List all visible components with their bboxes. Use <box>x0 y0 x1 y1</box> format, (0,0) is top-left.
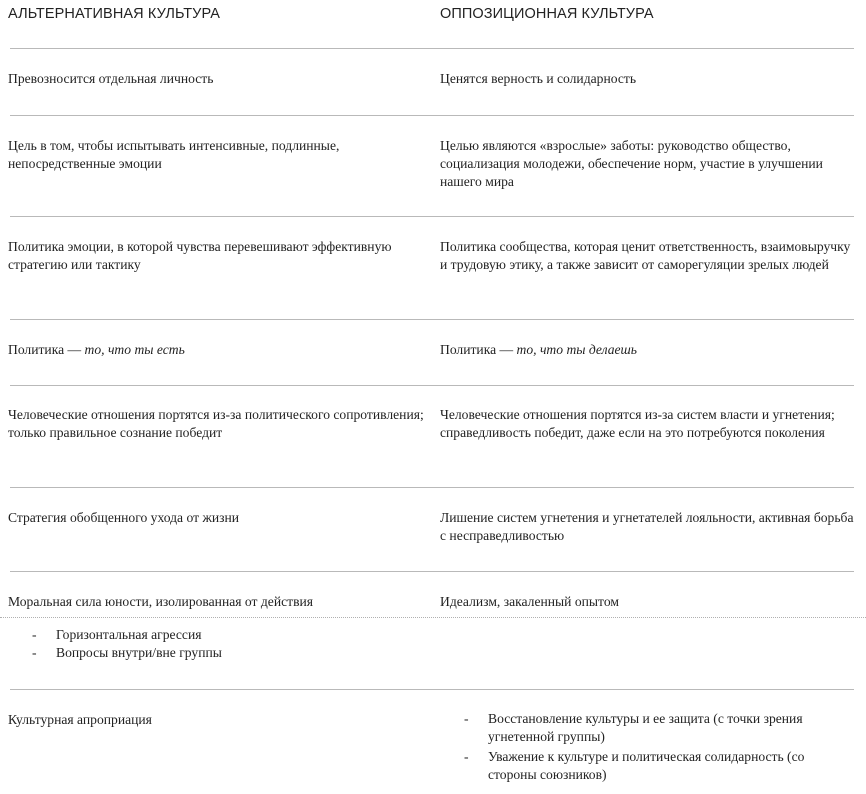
row-6-right: Лишение систем угнетения и угнетателей лояльности, активная борьба с несправедливостью <box>440 510 854 543</box>
dotted-divider <box>0 617 866 618</box>
divider <box>10 385 854 386</box>
row-4-left-prefix: Политика — <box>8 342 85 357</box>
divider <box>10 216 854 217</box>
divider <box>10 689 854 690</box>
row-4-right-prefix: Политика — <box>440 342 517 357</box>
row-1-right: Ценятся верность и солидарность <box>440 71 637 86</box>
header-right: ОППОЗИЦИОННАЯ КУЛЬТУРА <box>440 6 654 22</box>
row-5-right: Человеческие отношения портятся из-за систем власти и угнетения; справедливость победит, даже если на это потребуются поколения <box>440 407 835 440</box>
row-9-left: Культурная апроприация <box>8 712 152 727</box>
divider <box>10 115 854 116</box>
row-1-left: Превозносится отдельная личность <box>8 71 214 86</box>
list-item: - Горизонтальная агрессия <box>32 626 432 644</box>
divider <box>10 319 854 320</box>
row-7-left: Моральная сила юности, изолированная от действия <box>8 594 314 609</box>
divider <box>10 571 854 572</box>
row-2-right: Целью являются «взрослые» заботы: руководство общество, социализация молодежи, обеспечение норм, участие в улучшении нашего мира <box>440 138 823 189</box>
list-item: - Восстановление культуры и ее защита (с точки зрения угнетенной группы) <box>464 710 834 746</box>
row-5-left: Человеческие отношения портятся из-за политического сопротивления; только правильное сознание победит <box>8 407 424 440</box>
list-item: - Вопросы внутри/вне группы <box>32 644 432 662</box>
row-7-right: Идеализм, закаленный опытом <box>440 594 619 609</box>
row-4-right <box>440 341 860 359</box>
divider <box>10 487 854 488</box>
row-6-left: Стратегия обобщенного ухода от жизни <box>8 510 240 525</box>
row-9-right-list <box>464 710 834 786</box>
row-2-left: Цель в том, чтобы испытывать интенсивные, подлинные, непосредственные эмоции <box>8 138 340 171</box>
row-4-right-italic: то, что ты делаешь <box>516 342 637 357</box>
row-8-left-list <box>32 626 432 662</box>
header-left: АЛЬТЕРНАТИВНАЯ КУЛЬТУРА <box>8 6 221 22</box>
row-3-left: Политика эмоции, в которой чувства перевешивают эффективную стратегию или тактику <box>8 239 392 272</box>
row-4-left-italic: то, что ты есть <box>84 342 185 357</box>
row-4-left <box>8 341 428 359</box>
divider <box>10 48 854 49</box>
row-3-right: Политика сообщества, которая ценит ответственность, взаимовыручку и трудовую этику, а также зависит от саморегуляции зрелых людей <box>440 239 851 272</box>
list-item: - Уважение к культуре и политическая солидарность (со стороны союзников) <box>464 748 834 784</box>
